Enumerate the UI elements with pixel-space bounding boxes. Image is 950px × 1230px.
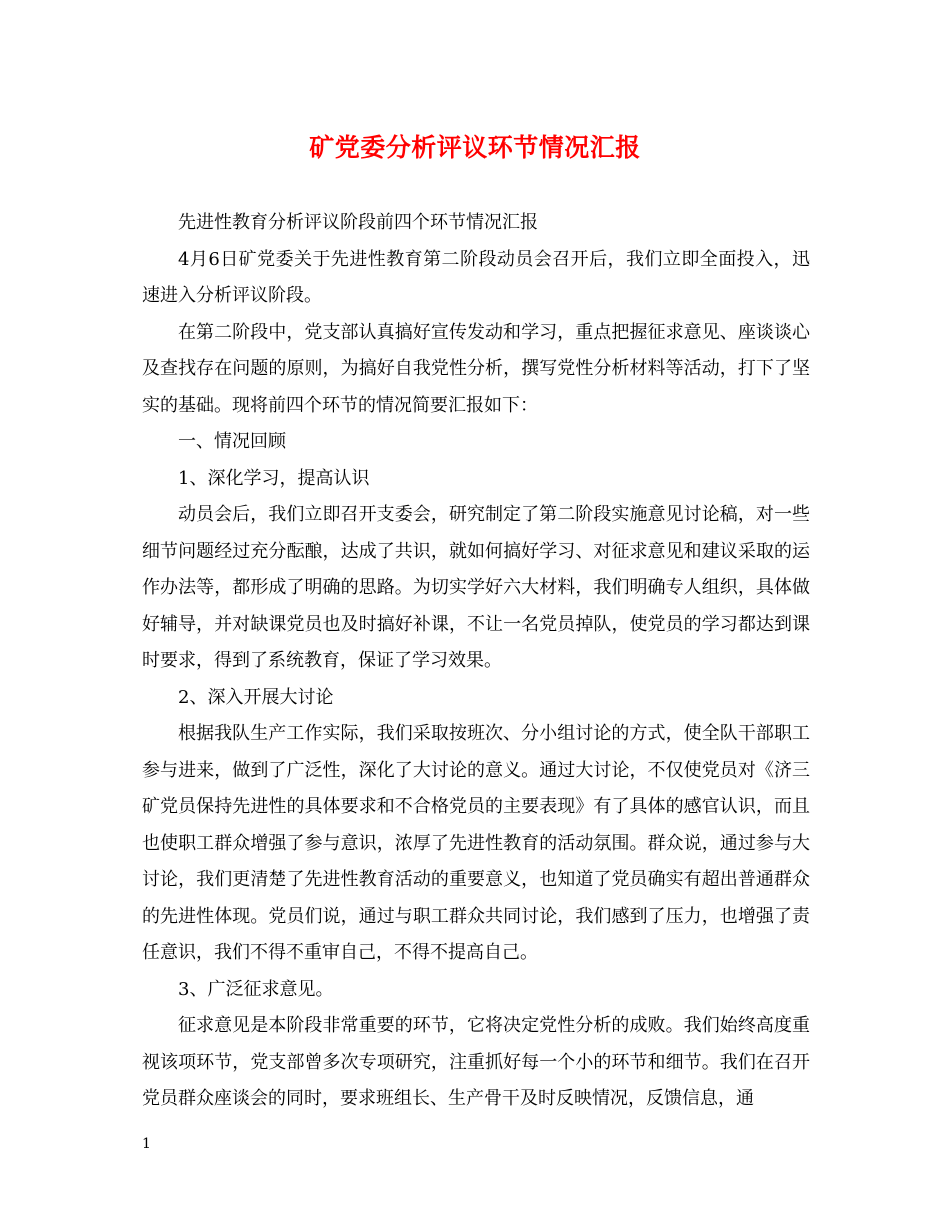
page-number: 1 xyxy=(142,1136,151,1152)
paragraph: 4月6日矿党委关于先进性教育第二阶段动员会召开后，我们立即全面投入，迅速进入分析评议阶段。 xyxy=(142,248,810,306)
subsection-heading: 2、深入开展大讨论 xyxy=(178,686,334,708)
document-body xyxy=(142,205,810,1118)
subsection-heading: 1、深化学习，提高认识 xyxy=(178,467,370,489)
section-heading: 一、情况回顾 xyxy=(178,431,286,452)
paragraph: 在第二阶段中，党支部认真搞好宣传发动和学习，重点把握征求意见、座谈谈心及查找存在问题的原则，为搞好自我党性分析，撰写党性分析材料等活动，打下了坚实的基础。现将前四个环节的情况简要汇报如下： xyxy=(142,321,810,416)
subsection-heading: 3、广泛征求意见。 xyxy=(178,978,334,1000)
paragraph: 征求意见是本阶段非常重要的环节，它将决定党性分析的成败。我们始终高度重视该项环节，党支部曾多次专项研究，注重抓好每一个小的环节和细节。我们在召开党员群众座谈会的同时，要求班组长、生产骨干及时反映情况，反馈信息，通 xyxy=(142,1015,810,1109)
paragraph-subtitle: 先进性教育分析评议阶段前四个环节情况汇报 xyxy=(178,212,538,233)
document-title: 矿党委分析评议环节情况汇报 xyxy=(309,133,641,162)
paragraph: 根据我队生产工作实际，我们采取按班次、分小组讨论的方式，使全队干部职工参与进来，做到了广泛性，深化了大讨论的意义。通过大讨论，不仅使党员对《济三矿党员保持先进性的具体要求和不合格党员的主要表现》有了具体的感官认识，而且也使职工群众增强了参与意识，浓厚了先进性教育的活动氛围。群众说，通过参与大讨论，我们更清楚了先进性教育活动的重要意义，也知道了党员确实有超出普通群众的先进性体现。党员们说，通过与职工群众共同讨论，我们感到了压力，也增强了责任意识，我们不得不重审自己，不得不提高自己。 xyxy=(142,723,810,963)
paragraph: 动员会后，我们立即召开支委会，研究制定了第二阶段实施意见讨论稿，对一些细节问题经过充分酝酿，达成了共识，就如何搞好学习、对征求意见和建议采取的运作办法等，都形成了明确的思路。为切实学好六大材料，我们明确专人组织，具体做好辅导，并对缺课党员也及时搞好补课，不让一名党员掉队，使党员的学习都达到课时要求，得到了系统教育，保证了学习效果。 xyxy=(142,504,810,671)
